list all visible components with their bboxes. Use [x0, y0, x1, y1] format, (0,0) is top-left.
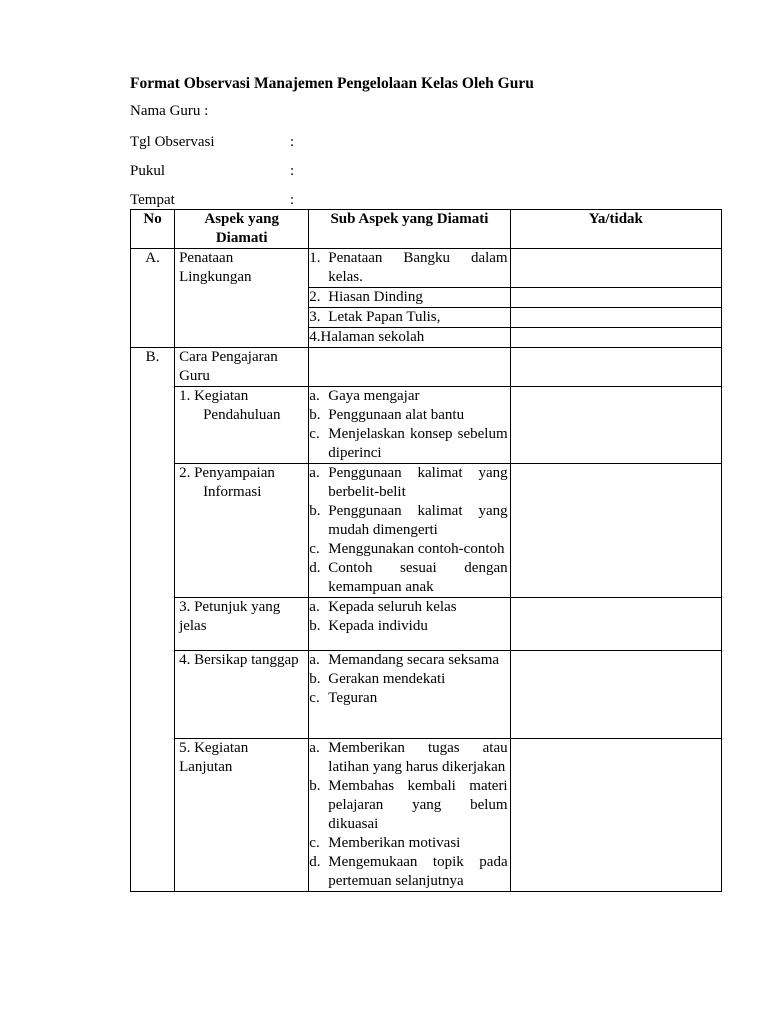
- list-item: [309, 834, 507, 853]
- meta-colon: :: [290, 192, 295, 208]
- meta-label: Tgl Observasi: [130, 134, 215, 150]
- item-text: Penataan Bangku dalam kelas.: [328, 250, 508, 285]
- group-aspek: 5. Kegiatan Lanjutan: [175, 739, 309, 892]
- meta-pukul: [130, 162, 295, 181]
- list-item: [309, 540, 507, 559]
- sub-aspek-cell: [309, 328, 510, 348]
- list-item: [309, 308, 507, 327]
- ya-tidak-cell[interactable]: [510, 739, 721, 892]
- item-text: Kepada individu: [328, 618, 428, 634]
- sub-aspek-cell: [309, 348, 510, 387]
- group-aspek: 3. Petunjuk yang jelas: [175, 598, 309, 651]
- item-text: Penggunaan kalimat yang mudah dimengerti: [328, 503, 508, 538]
- item-marker: b.: [309, 618, 321, 634]
- item-marker: d.: [309, 560, 321, 576]
- item-text: Contoh sesuai dengan kemampuan anak: [328, 560, 508, 595]
- group-aspek-line: 1. Kegiatan: [179, 388, 249, 404]
- section-no: B.: [131, 348, 175, 892]
- ya-tidak-cell[interactable]: [510, 387, 721, 464]
- document-title: Format Observasi Manajemen Pengelolaan Kelas Oleh Guru: [130, 75, 534, 92]
- group-aspek: [175, 464, 309, 598]
- ya-tidak-cell[interactable]: [510, 288, 721, 308]
- group-aspek-line: Pendahuluan: [203, 407, 281, 423]
- list-item: [309, 777, 507, 834]
- header-aspek: Aspek yang Diamati: [175, 210, 309, 249]
- item-marker: 2.: [309, 289, 321, 305]
- table-row: [131, 464, 722, 598]
- sub-aspek-cell: [309, 651, 510, 739]
- list-item: [309, 406, 507, 425]
- group-aspek: [175, 387, 309, 464]
- item-marker: a.: [309, 388, 320, 404]
- item-marker: c.: [309, 541, 320, 557]
- table-row: [131, 348, 722, 387]
- ya-tidak-cell[interactable]: [510, 308, 721, 328]
- meta-colon: :: [290, 163, 295, 179]
- item-marker: b.: [309, 407, 321, 423]
- list-item: [309, 387, 507, 406]
- item-text: Menggunakan contoh-contoh: [328, 541, 505, 557]
- list-item: [309, 853, 507, 891]
- header-ya-tidak: Ya/tidak: [510, 210, 721, 249]
- sub-aspek-cell: [309, 598, 510, 651]
- header-sub-aspek: Sub Aspek yang Diamati: [309, 210, 510, 249]
- ya-tidak-cell[interactable]: [510, 328, 721, 348]
- meta-label: Nama Guru :: [130, 103, 209, 119]
- item-text: Penggunaan alat bantu: [328, 407, 465, 423]
- item-text: Penggunaan kalimat yang berbelit-belit: [328, 465, 508, 500]
- ya-tidak-cell[interactable]: [510, 651, 721, 739]
- item-text: Memandang secara seksama: [328, 652, 500, 668]
- group-aspek: 4. Bersikap tanggap: [175, 651, 309, 739]
- section-aspek: Cara Pengajaran Guru: [175, 348, 309, 387]
- list-item: [309, 739, 507, 777]
- list-item: [309, 598, 507, 617]
- item-text: Hiasan Dinding: [328, 289, 423, 305]
- table-row: [131, 387, 722, 464]
- item-marker: b.: [309, 778, 321, 794]
- group-aspek-line: 2. Penyampaian: [179, 465, 275, 481]
- sub-aspek-cell: [309, 249, 510, 288]
- item-text: Mengemukaan topik pada pertemuan selanjutnya: [328, 854, 508, 889]
- sub-aspek-cell: [309, 387, 510, 464]
- meta-label: Tempat: [130, 192, 175, 208]
- meta-nama-guru: [130, 102, 208, 121]
- item-marker: a.: [309, 652, 320, 668]
- meta-colon: :: [290, 134, 295, 150]
- list-item: [309, 425, 507, 463]
- sub-aspek-cell: [309, 739, 510, 892]
- item-text: Membahas kembali materi pelajaran yang belum dikuasai: [328, 778, 508, 832]
- item-marker: c.: [309, 835, 320, 851]
- item-text: Gerakan mendekati: [328, 671, 446, 687]
- item-marker: 1.: [309, 250, 321, 266]
- item-text: Gaya mengajar: [328, 388, 420, 404]
- table-row: [131, 739, 722, 892]
- ya-tidak-cell[interactable]: [510, 249, 721, 288]
- list-item: [309, 502, 507, 540]
- item-text: Letak Papan Tulis,: [328, 309, 441, 325]
- item-marker: b.: [309, 671, 321, 687]
- list-item: [309, 288, 507, 307]
- ya-tidak-cell[interactable]: [510, 598, 721, 651]
- item-text: Menjelaskan konsep sebelum diperinci: [328, 426, 508, 461]
- item-text: Memberikan tugas atau latihan yang harus dikerjakan: [328, 740, 508, 775]
- group-aspek-line: Informasi: [203, 484, 262, 500]
- item-text: Memberikan motivasi: [328, 835, 461, 851]
- list-item: [309, 689, 507, 708]
- list-item: [309, 559, 507, 597]
- ya-tidak-cell[interactable]: [510, 348, 721, 387]
- table-row: [131, 651, 722, 739]
- sub-aspek-cell: [309, 288, 510, 308]
- section-aspek: Penataan Lingkungan: [175, 249, 309, 348]
- meta-tgl-observasi: [130, 133, 295, 152]
- observation-table: [130, 209, 722, 892]
- list-item: [309, 249, 507, 287]
- item-text: 4.Halaman sekolah: [309, 329, 425, 345]
- section-no: A.: [131, 249, 175, 348]
- list-item: [309, 617, 507, 636]
- item-marker: b.: [309, 503, 321, 519]
- table-row: [131, 249, 722, 288]
- list-item: [309, 651, 507, 670]
- sub-aspek-cell: [309, 464, 510, 598]
- item-marker: c.: [309, 426, 320, 442]
- list-item: [309, 670, 507, 689]
- table-header-row: [131, 210, 722, 249]
- header-no: No: [131, 210, 175, 249]
- list-item: [309, 328, 507, 347]
- item-marker: a.: [309, 740, 320, 756]
- item-marker: c.: [309, 690, 320, 706]
- list-item: [309, 464, 507, 502]
- item-text: Kepada seluruh kelas: [328, 599, 457, 615]
- meta-tempat: [130, 191, 295, 210]
- sub-aspek-cell: [309, 308, 510, 328]
- meta-label: Pukul: [130, 163, 166, 179]
- table-row: [131, 598, 722, 651]
- item-marker: d.: [309, 854, 321, 870]
- item-marker: a.: [309, 599, 320, 615]
- item-text: Teguran: [328, 690, 378, 706]
- item-marker: a.: [309, 465, 320, 481]
- item-marker: 3.: [309, 309, 321, 325]
- ya-tidak-cell[interactable]: [510, 464, 721, 598]
